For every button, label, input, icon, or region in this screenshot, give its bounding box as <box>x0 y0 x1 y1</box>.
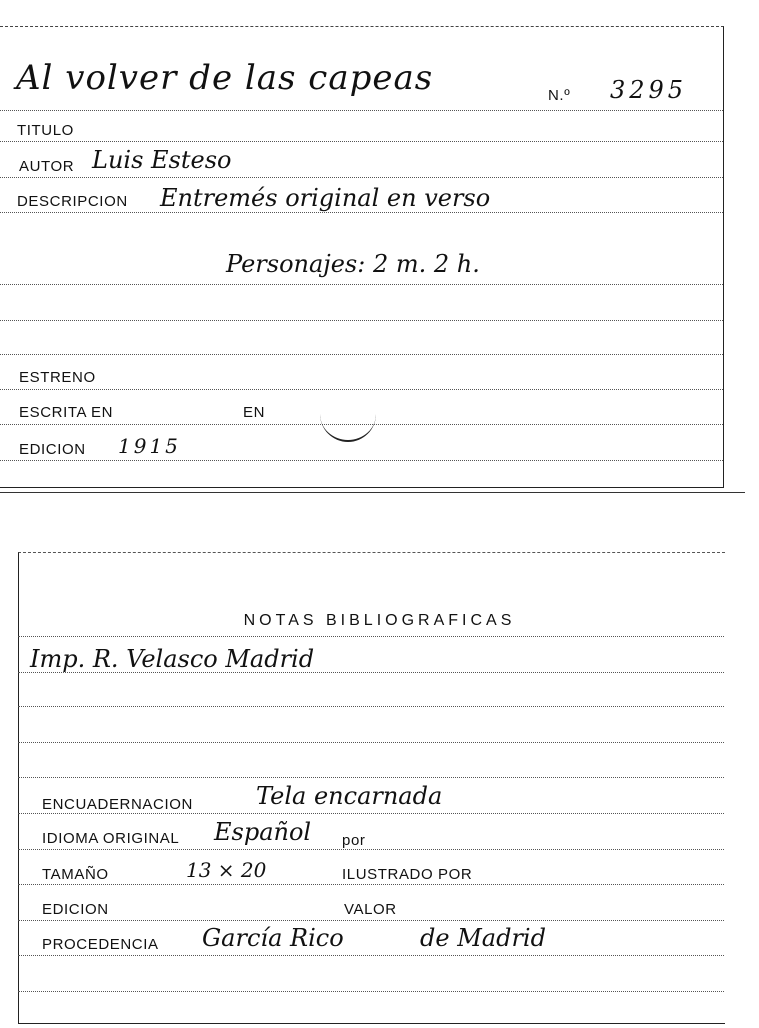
autor-value: Luis Esteso <box>92 146 232 174</box>
descripcion-value: Entremés original en verso <box>160 184 491 212</box>
titulo-label: TITULO <box>17 122 74 139</box>
ruled-line <box>0 110 723 111</box>
ruled-line <box>18 672 724 673</box>
section-title: NOTAS BIBLIOGRAFICAS <box>243 612 516 629</box>
ruled-line <box>18 955 724 956</box>
ruled-line <box>0 284 723 285</box>
idioma-label: IDIOMA ORIGINAL <box>42 830 180 847</box>
ruled-line <box>0 212 723 213</box>
title-value: Al volver de las capeas <box>16 58 434 98</box>
ilustrado-label: ILUSTRADO POR <box>342 866 473 883</box>
ruled-line <box>18 884 724 885</box>
ruled-line <box>0 177 723 178</box>
por-label: por <box>342 832 366 849</box>
ruled-line <box>18 920 724 921</box>
tamano-value: 13 × 20 <box>186 858 267 882</box>
ruled-line <box>0 320 723 321</box>
ruled-line <box>18 849 724 850</box>
ruled-line <box>18 777 724 778</box>
procedencia-value: García Rico <box>202 924 344 952</box>
encuadernacion-label: ENCUADERNACION <box>42 796 193 813</box>
en-label: EN <box>243 404 266 421</box>
ruled-line <box>0 141 723 142</box>
number-value: 3295 <box>610 76 688 104</box>
valor-label: VALOR <box>344 901 397 918</box>
estreno-label: ESTRENO <box>19 369 96 386</box>
escrita-en-label: ESCRITA EN <box>19 404 114 421</box>
tamano-label: TAMAÑO <box>42 866 109 883</box>
edicion-label-bottom: EDICION <box>42 901 109 918</box>
library-stamp <box>320 386 376 442</box>
idioma-value: Español <box>214 818 312 846</box>
autor-label: AUTOR <box>19 158 75 175</box>
ruled-line <box>18 742 724 743</box>
encuadernacion-value: Tela encarnada <box>256 782 443 810</box>
card-divider <box>0 492 745 493</box>
ruled-line <box>18 636 724 637</box>
descripcion-label: DESCRIPCION <box>17 193 128 210</box>
number-label: N.º <box>548 87 571 104</box>
personajes-value: Personajes: 2 m. 2 h. <box>226 250 480 278</box>
ruled-line <box>18 706 724 707</box>
ruled-line <box>18 813 724 814</box>
ruled-line <box>0 354 723 355</box>
edicion-value-top: 1915 <box>118 434 181 458</box>
ruled-line <box>0 460 723 461</box>
procedencia-extra: de Madrid <box>420 924 546 952</box>
notes-value: Imp. R. Velasco Madrid <box>30 645 315 673</box>
procedencia-label: PROCEDENCIA <box>42 936 159 953</box>
edicion-label-top: EDICION <box>19 441 86 458</box>
ruled-line <box>18 991 724 992</box>
